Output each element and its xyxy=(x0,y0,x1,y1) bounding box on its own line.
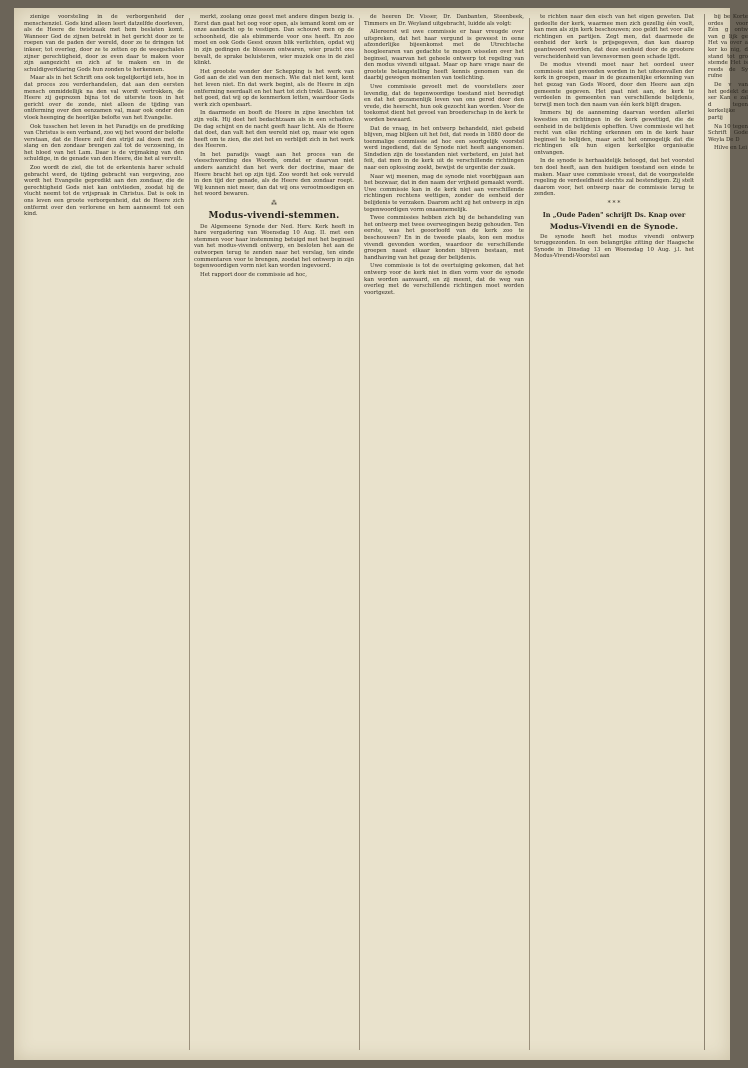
paragraph: De v van het gedekt de ser Kan e zal d tegen kerkelijke partij xyxy=(708,81,748,121)
paragraph: Uwe commissie gevoelt met de voorstellers zeer levendig, dat de tegenwoordige toestand niet bevredigt en dat het gezamenlijk leven van ons gered door den vrede, die heerscht, hun ook gezocht kan worden. Voor de toekomst dient het gevoel van broederschap in de kerk te worden bewaard. xyxy=(364,83,524,123)
paragraph: Allereerst wil uwe commissie er haar vreugde over uitspreken, dat het haar vergund is geweest in eene afzonderlijke bijeenkomst met de Utrechtsche hoogleeraren van gedachte te mogen wisselen over het beginsel, waarvan het geheele ontwerp tot regeling van den modus vivendi uitgaat. Maar op hare vrage naar de grootste belangstelling heeft kennis genomen van de daarbij gewogen momenten van toelichting. xyxy=(364,29,524,82)
paragraph: De modus vivendi moet naar het oordeel uwer commissie niet gevonden worden in het uiteenvallen der kerk in groepen, maar in de gezamenlijke erkenning van het gezag van Gods Woord, door den Heere aan zijn gemeente gegeven. Het gaat niet aan, de kerk te verdeelen in gemeenten van verschillende belijdenis, terwijl men toch den naam van één kerk blijft dragen. xyxy=(534,62,694,108)
paragraph: Dat de vraag, in het ontwerp behandeld, niet gebeid blijven, mag blijken uit het feit, dat reeds in 1880 door de toenmalige commissie ad hoc een soortgelijk voorstel werd ingediend, dat de Synode niet heeft aangenomen. Sindsdien zijn de toestanden niet verbeterd, en juist het feit, dat men in de kerk uit de verschillende richtingen naar een oplossing zoekt, bewijst de urgentie der zaak. xyxy=(364,125,524,172)
paragraph: In daarmede en booft de Heere in zijne knechten tot zijn volk. Hij doet het bedachtzaam als in een schaduw. De dag schijnt en de nacht geeft haar licht. Als de Heere dat doet, dan valt het den wereld niet op, maar wie ogen heeft om te zien, die ziet het en verblijdt zich in het werk des Heeren. xyxy=(194,110,354,150)
paragraph: merkt, zoolang onze geest met andere dingen bezig is. Eerst dan gaat het oog voor open, als iemand komt om er onze aandacht op te vestigen. Dan schouwt men op de schoonheid, die als ebimmerde voor ons heeft. En zoo moet en ook Gods Geest onzen blik verlichten, opdat wij in zijn gedingen de blossom ontwaren, wier pracht ons bevalt, de sprake beluisteren, wier muziek ons in de ziel klinkt. xyxy=(194,14,354,67)
paragraph: bij be Korte ordes voor Eén g ontw van g lijk ge Het va over a ker ko nig, d stand tot gro stemde Het is reeds de Sy ruïne xyxy=(708,14,748,80)
text-column-3 xyxy=(364,14,524,1050)
paragraph: De Algemeene Synode der Ned. Herv. Kerk heeft in hare vergadering van Woensdag 10 Aug. II. met een stemmen voor haar instemming betuigd met het beginsel van het modus-vivendi ontwerp, en besloten het aan de outworpen terug te zenden naar het verslag, ten einde commentaren voor te brengen, zoodat het ontwerp in zijn tegenwoordigen vorm niet kan worden ingevoerd. xyxy=(194,223,354,270)
paragraph: Het grootste wonder der Schepping is het werk van God aan de ziel van den mensch. Wie dat niet kent, kent het leven niet. En dat werk begint, als de Heere in zijn ontferming neerdaalt en het hart tot zich trekt. Daarom is het goed, dat wij op de kenmerken letten, waardoor Gods werk zich openbaart. xyxy=(194,68,354,108)
paragraph: Immers bij de aanneming daarvan worden allerlei kwesties en richtingen in de kerk gewettigd, die de eenheid in de belijdenis opheffen. Uwe commissie wil het recht van elke richting erkennen om in de kerk haar beginsel te belijden, maar acht het onmogelijk dat die richtingen elk hun eigen kerkelijke organisatie ontvangen. xyxy=(534,110,694,156)
text-column-5-cutoff xyxy=(704,14,748,1050)
article-heading: Modus-Vivendi en de Synode. xyxy=(549,221,679,231)
paragraph: Hilve en Lei xyxy=(714,145,747,152)
paragraph: Na 10 tegen Schrift Gode Weyla De D xyxy=(708,123,748,143)
section-separator: ⁂ xyxy=(271,200,277,208)
text-column-2 xyxy=(194,14,354,1050)
column-divider xyxy=(359,18,360,1050)
paragraph: Zoo wordt de ziel, die tot de erkentenis harer schuld gebracht werd, de tijding gebracht van vergeving, zoo wordt het Evangelie gepredikt aan den zondaar, die de gerechtigheid Gods niet kan ontvlieden, zoodat hij de vlucht neemt tot de vrijspraak in Christus. Dat is ook in ons leven een groote verborgenheid, dat de Heere zich ontfermt over den verlorene en hem aanneemt tot een kind. xyxy=(24,165,184,218)
column-divider xyxy=(189,18,190,1050)
paragraph: In het paradijs vaagt aan het proces van de vleeschwording des Woords, omdat er daarvan niet anders aanzicht dan het werk der doctrine, maar de Heere bracht het op zijn tijd. Zoo wordt het ook vervuld in den tijd der genade, als de Heere den zondaar roept. Wij kunnen niet meer, dan dat wij ons verootmoedigen en het woord bewaren. xyxy=(194,151,354,198)
paragraph: Maar als in het Schrift ons ook tegelijkertijd iets, hoe in dat proces zou verderhandelen, dat aan den eersten mensch onmiddellijk na den val wordt vertrokken, de Heere zij geprezen bijna tot de uiterste toon in het gericht over de zonde, niet alleen de tijding van ontferming over den eenzamen val, maar ook onder den vloek heenging de heerlijke belofte van het Evangelie. xyxy=(24,75,184,121)
text-column-1 xyxy=(24,14,184,1050)
paragraph: Ook tusschen het leven in het Paradijs en de prediking van Christus is een verband, zoo wij het woord der belofte verstaan, dat de Heere zelf den strijd zal doen met de slang en den zondaar brengen zal tot de verzoening, in het bloed van het Lam. Daar is de vrijmaking van den schuldige, in de genade van den Heere, die het al vervult. xyxy=(24,123,184,163)
column-divider xyxy=(529,18,530,1050)
article-heading: Modus-vivendi-stemmen. xyxy=(208,210,340,221)
paragraph: zienige voorsteling in de verborgenheid der menschenziel. Gods kind alleen leert datzelfde doorleven, als de Heere de twistzaak met hem beslaten komt. Wanneer God de zijnen betrekt in het gericht door ze te roepen van de paden der wereld, door ze te dringen tot inkeer, tot overleg, door ze te zetten op de weegschalen zijner gerechtigheid, door ze even daar te maken voor zijn aangezicht en zich af te maken en in de schuldigverklaring Gods hun zonden te herkennen. xyxy=(24,14,184,73)
paragraph: Naar wij meenen, mag de synode niet voorbijgaan aan het bezwaar, dat in den naam der vrijheid gemaakt wordt. Uwe commissie kan in de kerk niet aan verschillende richtingen rechtens wettigen, zonder de eenheid der belijdenis te verzaken. Daarom acht zij het ontwerp in zijn tegenwoordigen vorm onaannemelijk. xyxy=(364,173,524,213)
article-intro: In „Oude Paden" schrijft Ds. Knap over xyxy=(542,210,686,219)
text-column-4 xyxy=(534,14,694,1050)
paragraph: In de synode is herhaaldelijk betoogd, dat het voorstel ten doel heeft, aan den huidigen toestand een einde te maken. Maar uwe commissie vreest, dat de voorgestelde regeling de verdeeldheid slechts zal bestendigen. Zij stelt daarom voor, het ontwerp naar de commissie terug te zenden. xyxy=(534,158,694,198)
paragraph: De synode heeft het modus vivendi ontwerp teruggezonden. In een belangrijke zitting der Haagsche Synode in Dinsdag 13 en Woensdag 10 Aug. j.l. het Modus-Vivendi-Voorstel aan xyxy=(534,233,694,260)
paragraph: Twee commissies hebben zich bij de behandeling van het ontwerp met twee overwegingen bezig gehouden. Ten eerste, was het geoorloofd van de kerk zoo te beschouwen? En in de tweede plaats, kon een modus vivendi gevonden worden, waardoor de verschillende groepen naast elkaar konden blijven bestaan, met handhaving van het gezag der belijdenis. xyxy=(364,215,524,261)
newspaper-page xyxy=(14,8,748,1060)
paragraph: te richten naar den eisch van het eigen geweten. Dat gedeelte der kerk, waarmee men zich gezellig één voelt, kan men als zijn kerk beschouwen; zoo geldt het voor alle richtingen en partijen. Zegt men, dat daarmede de eenheid der kerk is prijsgegeven, dan kan daarop geantwoord worden, dat deze eenheid door de grootere verscheidenheid van levensvormen geen schade lijdt. xyxy=(534,14,694,60)
paragraph: Uwe commissie is tot de overtuiging gekomen, dat het ontwerp voor de kerk niet in dien vorm voor de synode kan worden aanvaard, en zij meent, dat de weg van overleg met de verschillende richtingen moet worden voortgezet. xyxy=(364,263,524,296)
paragraph: de heeren Dr. Visser, Dr. Danbanten, Steenbeek, Timmers en Dr. Weyland uitgebracht, luidde als volgt: xyxy=(364,14,524,27)
section-separator: * * * xyxy=(607,200,621,208)
paragraph: Het rapport door de commissie ad hoc, xyxy=(200,271,307,278)
